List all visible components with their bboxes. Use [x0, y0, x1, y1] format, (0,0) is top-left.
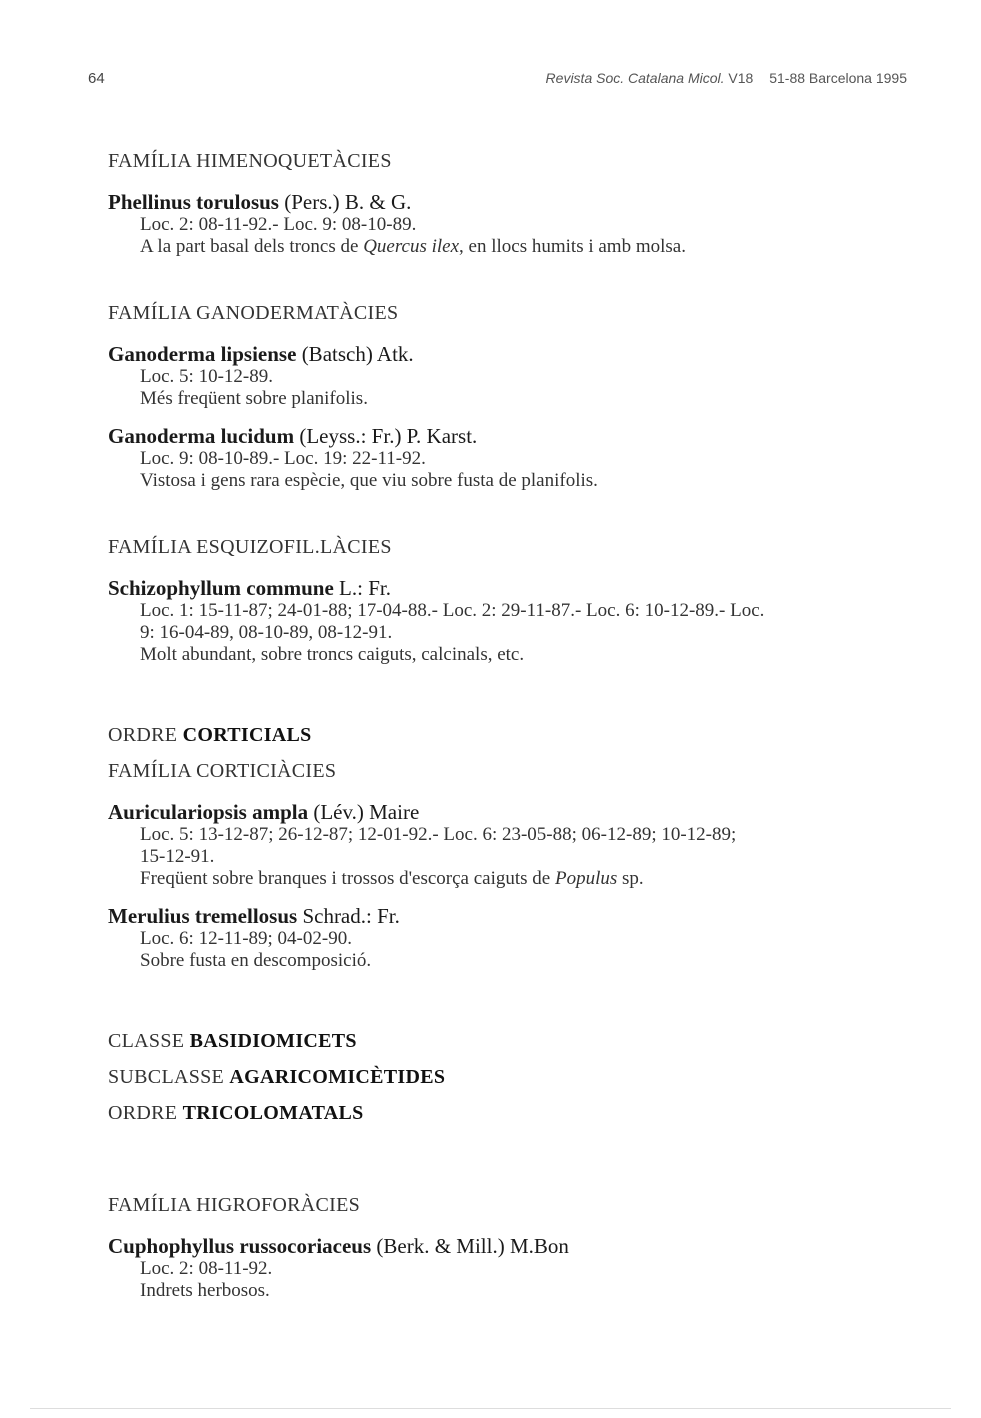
species-name [108, 190, 918, 214]
species-name [108, 800, 918, 824]
species-locations: Loc. 6: 12-11-89; 04-02-90. [140, 928, 352, 949]
family-heading: FAMÍLIA GANODERMATÀCIES [108, 302, 399, 324]
species-note: Més freqüent sobre planifolis. [140, 388, 368, 409]
species-author: L.: Fr. [339, 576, 391, 600]
species-binomial: Ganoderma lipsiense [108, 342, 297, 366]
family-heading: FAMÍLIA HIGROFORÀCIES [108, 1194, 361, 1216]
species-name [108, 342, 918, 366]
note-text: sp. [617, 868, 644, 889]
species-locations: Loc. 2: 08-11-92.- Loc. 9: 08-10-89. [140, 214, 417, 235]
species-entry [108, 342, 918, 410]
journal-title: Revista Soc. Catalana Micol. [545, 70, 725, 86]
species-entry [108, 576, 918, 666]
section-corticials [108, 724, 918, 972]
species-locations: Loc. 5: 10-12-89. [140, 366, 273, 387]
section-himenoquetacies [108, 150, 918, 258]
section-esquizofilacies [108, 536, 918, 666]
species-binomial: Merulius tremellosus [108, 904, 298, 928]
page-number: 64 [88, 70, 105, 87]
order-name: CORTICIALS [182, 724, 312, 746]
species-locations-cont: 15-12-91. [140, 846, 215, 867]
species-binomial: Schizophyllum commune [108, 576, 334, 600]
order-prefix: ORDRE [108, 724, 183, 746]
species-note: Indrets herbosos. [140, 1280, 270, 1301]
class-heading [108, 1030, 918, 1052]
journal-place-year: Barcelona 1995 [808, 70, 907, 86]
species-binomial: Ganoderma lucidum [108, 424, 295, 448]
subclass-heading [108, 1066, 918, 1088]
species-locations: Loc. 9: 08-10-89.- Loc. 19: 22-11-92. [140, 448, 426, 469]
species-entry [108, 424, 918, 492]
species-binomial: Phellinus torulosus [108, 190, 279, 214]
page-content [108, 150, 918, 1316]
subclass-name: AGARICOMICÈTIDES [229, 1066, 446, 1088]
family-heading: FAMÍLIA HIMENOQUETÀCIES [108, 150, 392, 172]
species-locations: Loc. 1: 15-11-87; 24-01-88; 17-04-88.- Loc. 2: 29-11-87.- Loc. 6: 10-12-89.- Loc. [140, 600, 765, 621]
order-heading [108, 724, 918, 746]
species-note [140, 236, 918, 258]
species-name [108, 1234, 918, 1258]
species-note [140, 868, 918, 890]
note-taxon: Populus [554, 868, 618, 889]
species-author: (Berk. & Mill.) M.Bon [376, 1234, 569, 1258]
species-locations: Loc. 2: 08-11-92. [140, 1258, 273, 1279]
running-header [546, 70, 907, 86]
species-entry [108, 800, 918, 890]
species-author: (Lév.) Maire [313, 800, 420, 824]
bottom-rule [30, 1408, 951, 1409]
species-locations: Loc. 5: 13-12-87; 26-12-87; 12-01-92.- Loc. 6: 23-05-88; 06-12-89; 10-12-89; [140, 824, 737, 845]
species-binomial: Auriculariopsis ampla [108, 800, 309, 824]
species-locations-cont: 9: 16-04-89, 08-10-89, 08-12-91. [140, 622, 393, 643]
species-author: (Leyss.: Fr.) P. Karst. [299, 424, 478, 448]
section-higroforacies [108, 1194, 918, 1302]
species-entry [108, 1234, 918, 1302]
note-text: , en llocs humits i amb molsa. [459, 236, 686, 257]
order-prefix: ORDRE [108, 1102, 183, 1124]
species-entry [108, 904, 918, 972]
order-heading [108, 1102, 918, 1124]
note-taxon: Quercus ilex [363, 236, 460, 257]
species-binomial: Cuphophyllus russocoriaceus [108, 1234, 372, 1258]
species-name [108, 904, 918, 928]
species-note: Vistosa i gens rara espècie, que viu sobre fusta de planifolis. [140, 470, 598, 491]
species-note: Molt abundant, sobre troncs caiguts, calcinals, etc. [140, 644, 525, 665]
section-ganodermatacies [108, 302, 918, 492]
species-author: Schrad.: Fr. [302, 904, 400, 928]
species-note: Sobre fusta en descomposició. [140, 950, 372, 971]
class-prefix: CLASSE [108, 1030, 190, 1052]
section-classification [108, 1030, 918, 1124]
journal-pages: 51-88 [769, 70, 806, 86]
note-text: A la part basal dels troncs de [140, 236, 364, 257]
order-name: TRICOLOMATALS [182, 1102, 364, 1124]
species-name [108, 424, 918, 448]
species-name [108, 576, 918, 600]
journal-volume: V18 [728, 70, 754, 86]
species-author: (Pers.) B. & G. [284, 190, 412, 214]
family-heading: FAMÍLIA CORTICIÀCIES [108, 760, 337, 782]
class-name: BASIDIOMICETS [189, 1030, 357, 1052]
note-text: Freqüent sobre branques i trossos d'escorça caiguts de [140, 868, 555, 889]
species-author: (Batsch) Atk. [301, 342, 414, 366]
family-heading: FAMÍLIA ESQUIZOFIL.LÀCIES [108, 536, 392, 558]
subclass-prefix: SUBCLASSE [108, 1066, 230, 1088]
species-entry [108, 190, 918, 258]
